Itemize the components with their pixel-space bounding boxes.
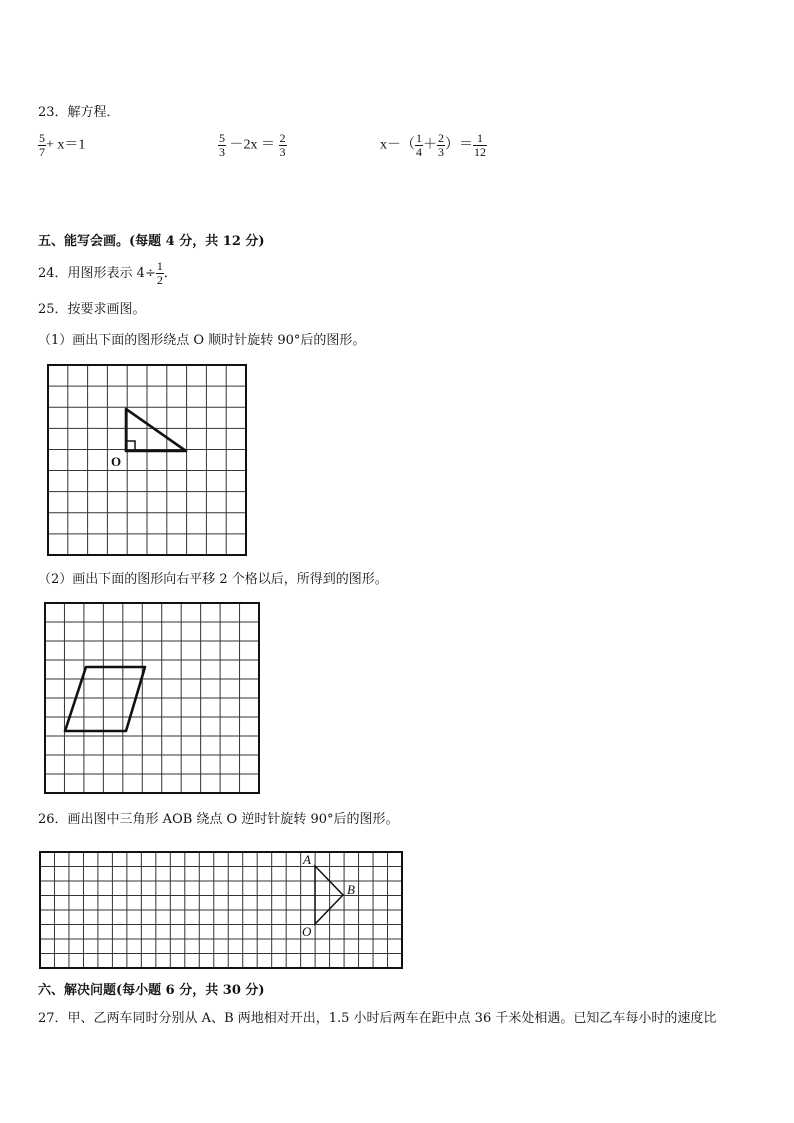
q27-text: 27．甲、乙两车同时分别从 A、B 两地相对开出，1.5 小时后两车在距中点 36 千米处相遇。已知乙车每小时的速度比 (38, 1011, 717, 1026)
section-6-title: 六、解决问题(每小题 6 分，共 30 分) (38, 983, 265, 998)
q25-title: 25．按要求画图。 (38, 302, 146, 317)
parallelogram (65, 667, 145, 731)
point-o-label: O (302, 924, 312, 939)
q23-equation-1: $\frac{5}{7}$ + x＝1 (39, 131, 86, 159)
q26-text: 26．画出图中三角形 AOB 绕点 O 逆时针旋转 90°后的图形。 (38, 812, 399, 827)
q24-text: 24．用图形表示 4÷ $\frac{1}{2}$ ． (38, 259, 177, 287)
q25-part1-text: （1）画出下面的图形绕点 O 顺时针旋转 90°后的图形。 (38, 333, 366, 348)
fraction: $\frac{1}{2}$ (156, 259, 163, 287)
fraction: $\frac{1}{12}$ (474, 131, 486, 159)
q25-part2-text: （2）画出下面的图形向右平移 2 个格以后，所得到的图形。 (38, 572, 388, 587)
fraction: $\frac{2}{3}$ (279, 131, 286, 159)
section-5-title: 五、能写会画。(每题 4 分，共 12 分) (38, 234, 265, 249)
point-o-label: O (111, 454, 122, 469)
q25-grid-1 (48, 365, 248, 557)
fraction: $\frac{2}{3}$ (438, 131, 444, 159)
q23-equation-3: x－（ $\frac{1}{4}$ ＋ $\frac{2}{3}$ ）＝ $\frac{1}{12}$ (380, 131, 486, 159)
q23-title: 23．解方程． (38, 105, 120, 120)
q25-grid-2 (45, 603, 261, 795)
point-a-label: A (303, 852, 311, 867)
q26-labels (40, 852, 404, 970)
point-b-label: B (347, 882, 355, 897)
fraction: $\frac{5}{3}$ (219, 131, 225, 159)
q23-equation-2: $\frac{5}{3}$ －2x ＝ $\frac{2}{3}$ (219, 131, 286, 159)
fraction: $\frac{1}{4}$ (416, 131, 422, 159)
fraction: $\frac{5}{7}$ (39, 131, 45, 159)
